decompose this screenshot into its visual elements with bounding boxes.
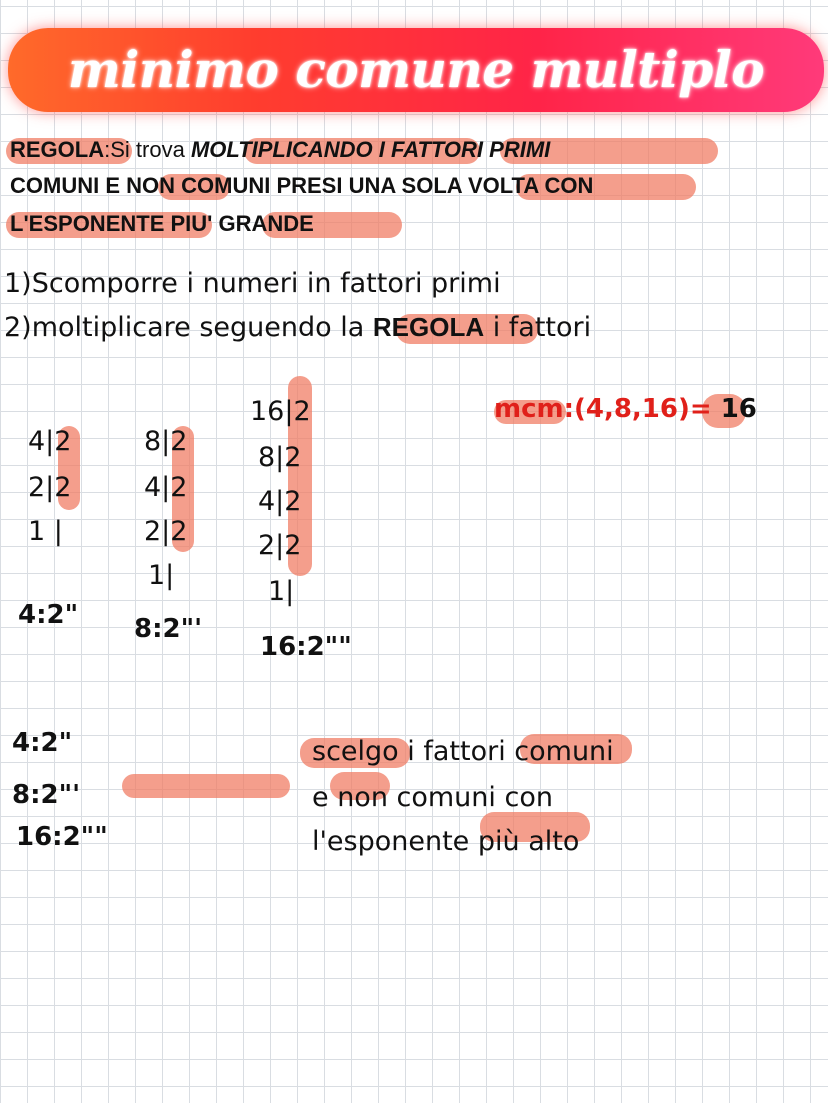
step-2-c: i fattori [484,312,592,343]
factor-16-row-1: 16|2 [250,396,311,427]
factor-8-row-4: 1| [148,560,175,591]
summary-left-2: 8:2"' [12,780,81,810]
step-2 [4,312,591,343]
summary-left-3: 16:2"" [16,822,108,852]
factor-4-row-2: 2|2 [28,472,72,503]
factor-8-row-2: 4|2 [144,472,188,503]
rule-text-2: MOLTIPLICANDO I FATTORI PRIMI [190,137,551,162]
summary-left-1: 4:2" [12,728,73,758]
mcm-label: mcm:(4,8,16)= [494,394,721,424]
summary-right-1: scelgo i fattori comuni [312,736,614,767]
summary-right-3: l'esponente più alto [312,826,580,857]
rule-colon: : [104,137,111,162]
factor-16-row-5: 1| [268,576,295,607]
step-2-b: REGOLA [372,312,485,342]
rule-text-1: Si trova [110,137,191,162]
step-2-a: 2)moltiplicare seguendo la [4,312,373,343]
mcm-value: 16 [720,394,757,424]
summary-right-2: e non comuni con [312,782,553,813]
rule-line-1 [10,137,550,163]
page-title: minimo comune multiplo [67,40,765,99]
factor-4-result: 4:2" [18,600,79,630]
factor-8-result: 8:2"' [134,614,203,644]
factor-16-result: 16:2"" [260,632,352,662]
connector-bar [122,774,290,798]
rule-line-3-text: L'ESPONENTE PIU' GRANDE [10,211,314,236]
rule-line-3 [10,211,314,237]
factor-16-row-2: 8|2 [258,442,302,473]
factor-4-row-1: 4|2 [28,426,72,457]
rule-label: REGOLA [10,137,105,162]
factor-8-row-1: 8|2 [144,426,188,457]
factor-4-row-3: 1 | [28,516,63,547]
step-1: 1)Scomporre i numeri in fattori primi [4,268,501,299]
rule-line-2: COMUNI E NON COMUNI PRESI UNA SOLA VOLTA CON [10,173,594,198]
factor-16-row-4: 2|2 [258,530,302,561]
factor-16-row-3: 4|2 [258,486,302,517]
factor-8-row-3: 2|2 [144,516,188,547]
mcm-expression [494,394,757,424]
